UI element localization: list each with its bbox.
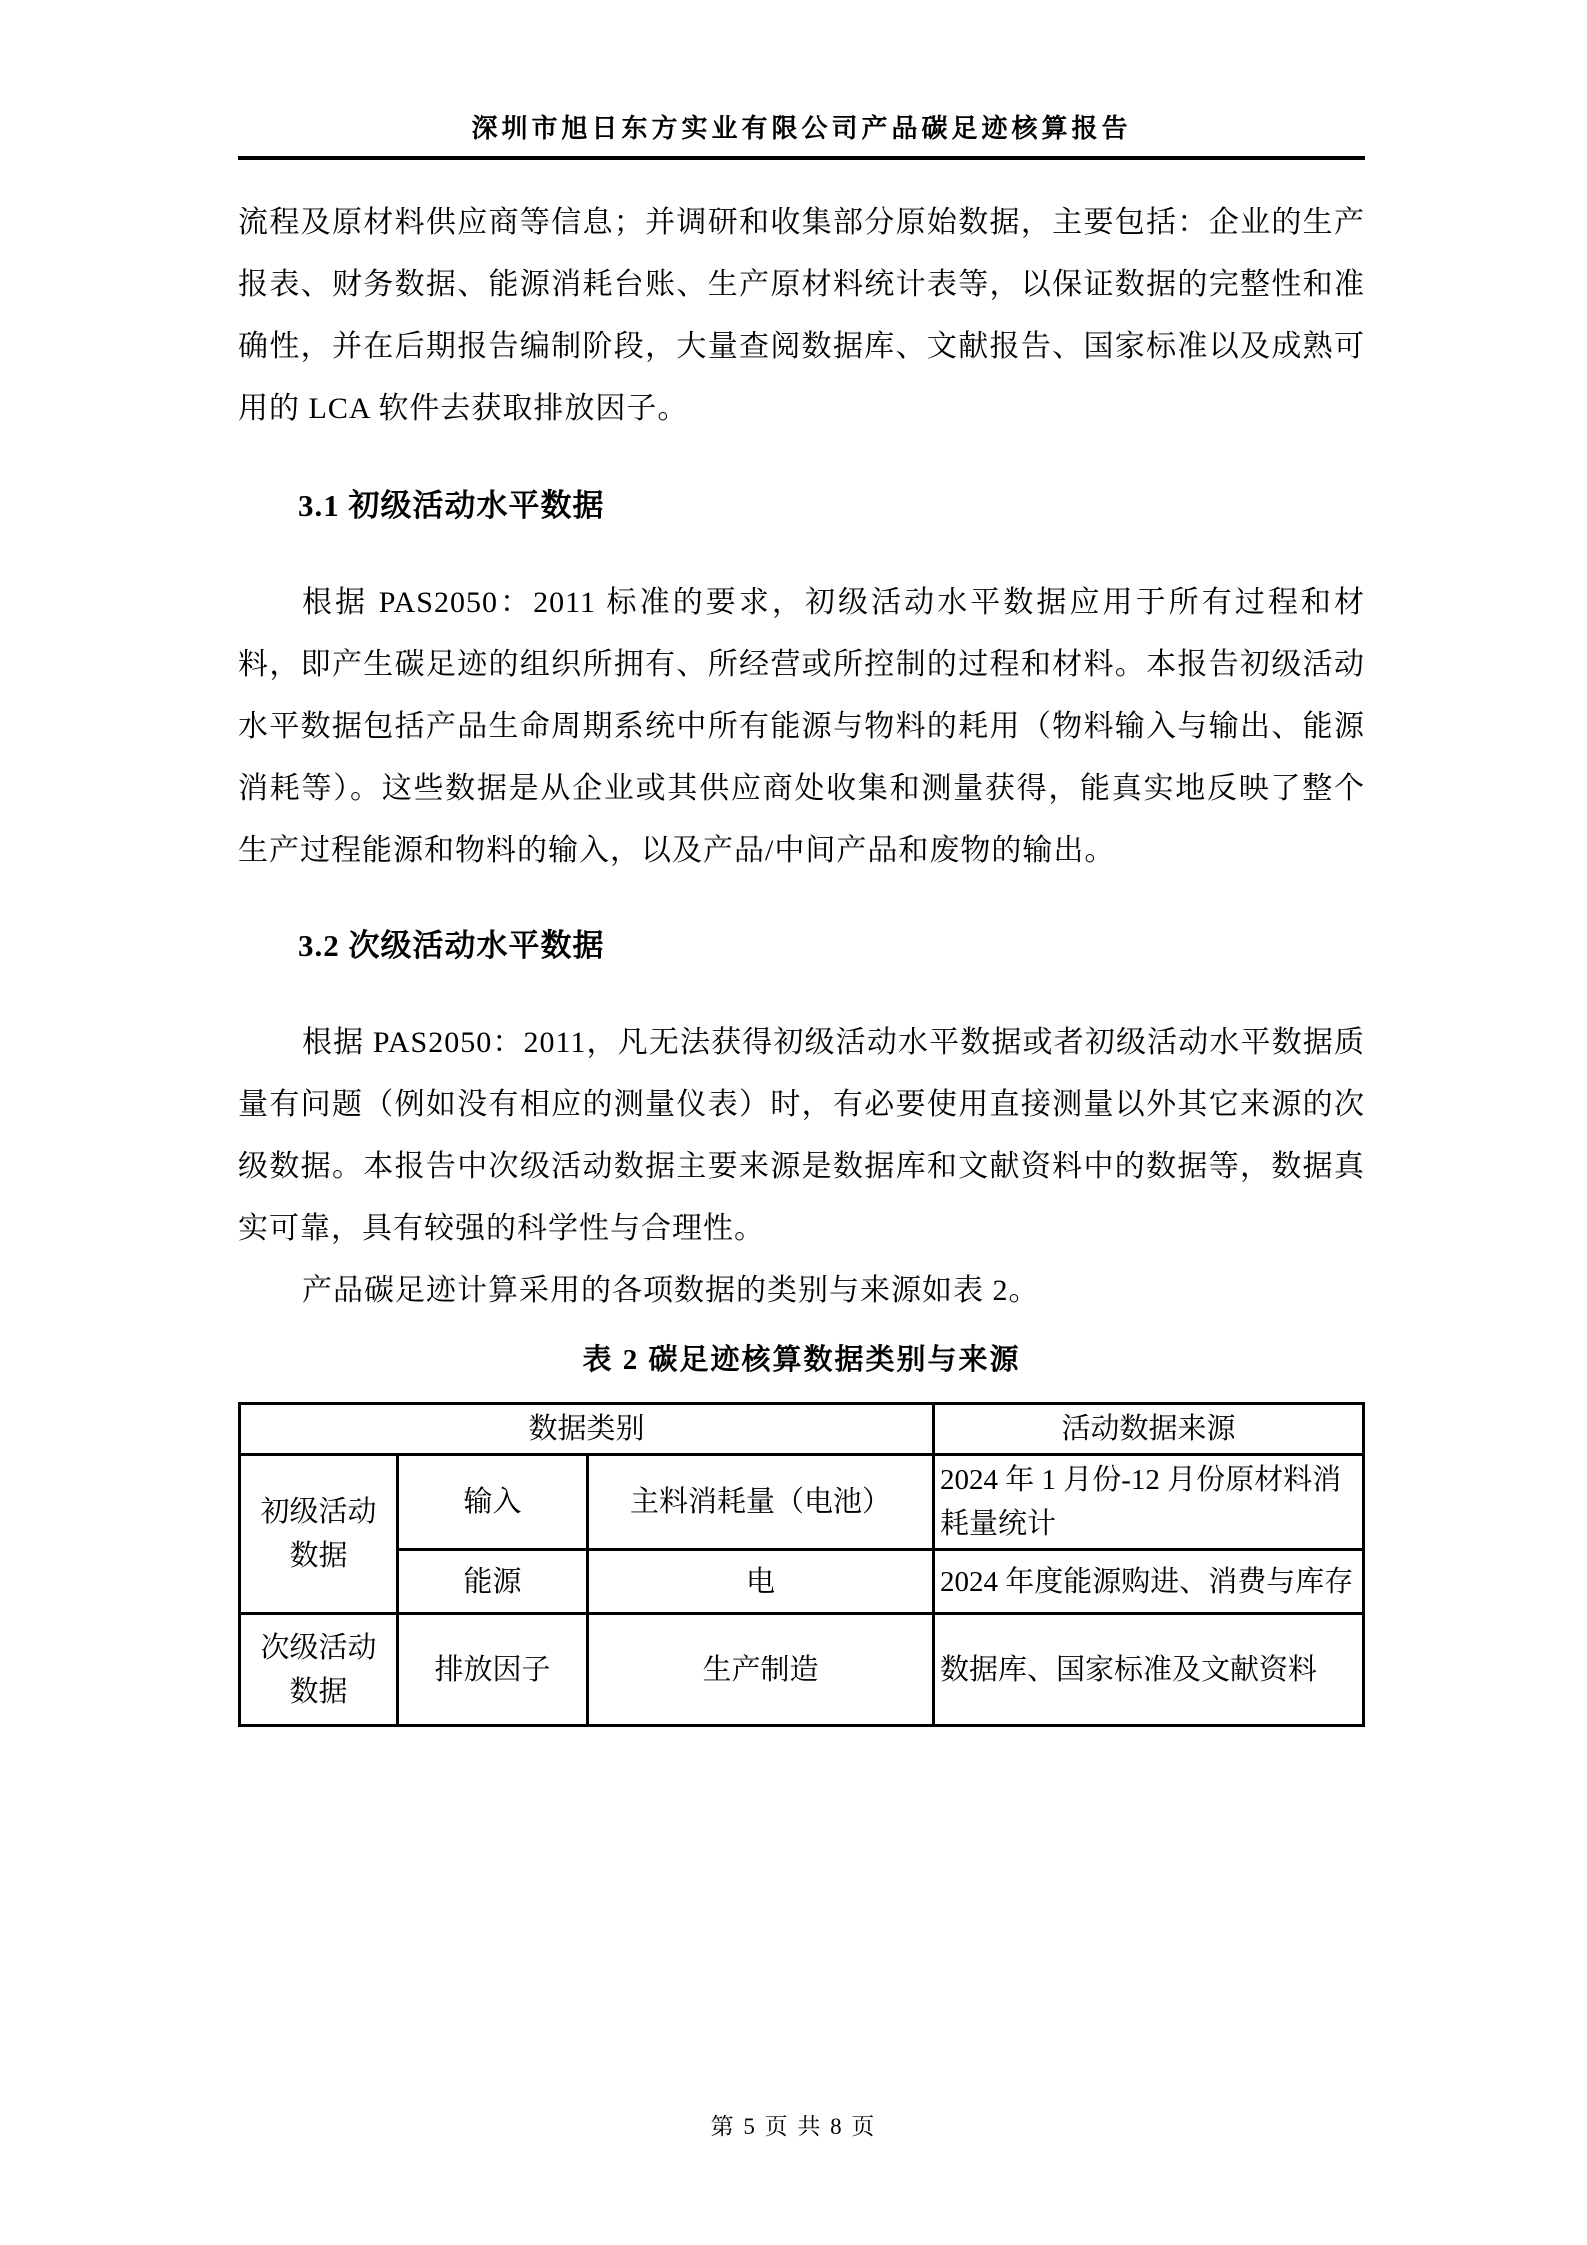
section-3-1-body: 根据 PAS2050：2011 标准的要求，初级活动水平数据应用于所有过程和材料，即产生碳足迹的组织所拥有、所经营或所控制的过程和材料。本报告初级活动水平数据包括产品生命周期系统中所有能源与物料的耗用（物料输入与输出、能源消耗等）。这些数据是从企业或其供应商处收集和测量获得，能真实地反映了整个生产过程能源和物料的输入，以及产品/中间产品和废物的输出。	[238, 586, 1365, 867]
paragraph-intro: 流程及原材料供应商等信息；并调研和收集部分原始数据，主要包括：企业的生产报表、财务数据、能源消耗台账、生产原材料统计表等，以保证数据的完整性和准确性，并在后期报告编制阶段，大量查阅数据库、文献报告、国家标准以及成熟可用的 LCA 软件去获取排放因子。	[238, 206, 1365, 425]
page-header	[238, 0, 1365, 160]
table-row-primary-energy	[240, 1550, 1364, 1614]
cell-type-emission-factor: 排放因子	[398, 1614, 588, 1726]
cell-group-secondary: 次级活动数据	[240, 1614, 398, 1726]
section-3-1-heading: 3.1 初级活动水平数据	[298, 488, 605, 523]
cell-item-manufacturing: 生产制造	[588, 1614, 934, 1726]
cell-source-raw-material-stats: 2024 年 1 月份-12 月份原材料消耗量统计	[934, 1455, 1364, 1550]
section-3-2-body: 根据 PAS2050：2011，凡无法获得初级活动水平数据或者初级活动水平数据质量有问题（例如没有相应的测量仪表）时，有必要使用直接测量以外其它来源的次级数据。本报告中次级活动数据主要来源是数据库和文献资料中的数据等，数据真实可靠，具有较强的科学性与合理性。	[238, 1026, 1365, 1245]
header-rule	[238, 156, 1365, 160]
table-intro: 产品碳足迹计算采用的各项数据的类别与来源如表 2。	[302, 1274, 1040, 1307]
header-cell-data-category: 数据类别	[240, 1404, 934, 1455]
data-source-table	[238, 1402, 1365, 1727]
section-3-2-heading: 3.2 次级活动水平数据	[298, 928, 605, 963]
table-row-secondary	[240, 1614, 1364, 1726]
cell-source-energy-stats: 2024 年度能源购进、消费与库存	[934, 1550, 1364, 1614]
cell-type-input: 输入	[398, 1455, 588, 1550]
cell-group-primary: 初级活动数据	[240, 1455, 398, 1614]
header-title: 深圳市旭日东方实业有限公司产品碳足迹核算报告	[471, 114, 1132, 143]
cell-item-electricity: 电	[588, 1550, 934, 1614]
cell-type-energy: 能源	[398, 1550, 588, 1614]
cell-source-database-standards: 数据库、国家标准及文献资料	[934, 1614, 1364, 1726]
page-number-footer: 第 5 页 共 8 页	[710, 2114, 877, 2139]
table-header-row	[240, 1404, 1364, 1455]
cell-item-main-material: 主料消耗量（电池）	[588, 1455, 934, 1550]
header-cell-activity-data-source: 活动数据来源	[934, 1404, 1364, 1455]
table-row-primary-input	[240, 1455, 1364, 1550]
table-2-caption: 表 2 碳足迹核算数据类别与来源	[582, 1344, 1021, 1376]
